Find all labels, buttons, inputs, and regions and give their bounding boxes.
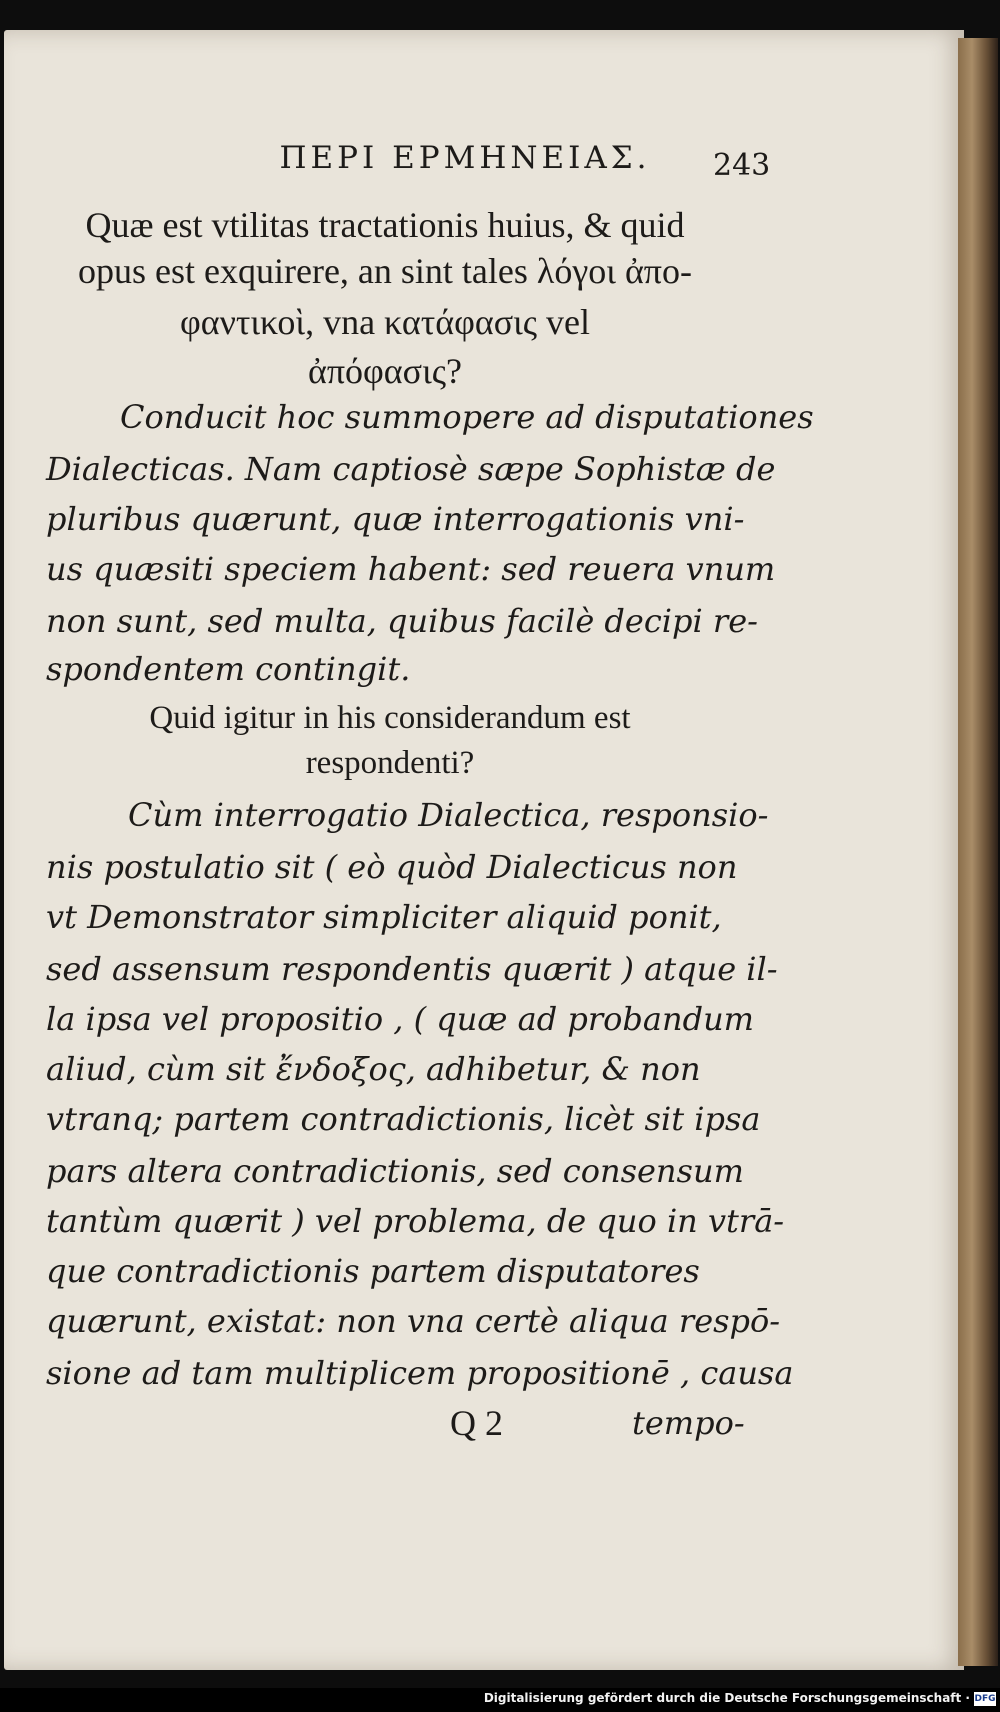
answer-line: us quæsiti speciem habent: sed reuera vnum [46, 550, 776, 588]
question-line: Quæ est vtilitas tractationis huius, & quid [85, 205, 685, 245]
answer-line: non sunt, sed multa, quibus facilè decipi re- [46, 602, 758, 640]
question-line: ἀπόφασις? [307, 351, 462, 391]
answer-line: Cùm interrogatio Dialectica, responsio- [128, 796, 769, 834]
catchword: tempo- [632, 1404, 745, 1442]
answer-line: que contradictionis partem disputatores [46, 1252, 700, 1290]
dfg-logo-icon: DFG [974, 1694, 996, 1704]
answer-line: sed assensum respondentis quærit ) atque il- [46, 950, 778, 988]
answer-line: pars altera contradictionis, sed consensum [46, 1152, 744, 1190]
answer-line: la ipsa vel propositio , ( quæ ad probandum [46, 1000, 755, 1038]
page-number: 243 [713, 148, 771, 183]
answer-line: tantùm quærit ) vel problema, de quo in vtrā- [46, 1202, 785, 1240]
answer-line: Conducit hoc summopere ad disputationes [120, 398, 814, 436]
question-line: opus est exquirere, an sint tales λόγοι ἀπο- [78, 251, 692, 291]
answer-line: Dialecticas. Nam captiosè sæpe Sophistæ de [46, 450, 776, 488]
book-fore-edge [958, 38, 998, 1666]
answer-line: spondentem contingit. [46, 650, 411, 688]
answer-line: sione ad tam multiplicem propositionē , causa [46, 1354, 794, 1392]
answer-line: vt Demonstrator simpliciter aliquid ponit, [46, 898, 722, 936]
question-line: respondenti? [305, 745, 475, 781]
signature-mark: Q 2 [450, 1403, 503, 1443]
answer-line: pluribus quærunt, quæ interrogationis vni- [46, 500, 745, 538]
question-line: φαντικοὶ, vna κατάφασις vel [179, 302, 591, 342]
running-head: ΠΕΡΙ ΕΡΜΗΝΕΙΑΣ. [279, 140, 651, 176]
answer-line: vtranq; partem contradictionis, licèt sit ipsa [46, 1100, 761, 1138]
answer-line: aliud, cùm sit ἔνδοξος, adhibetur, & non [46, 1050, 701, 1088]
answer-line: quærunt, existat: non vna certè aliqua respō- [46, 1302, 781, 1340]
question-line: Quid igitur in his considerandum est [149, 700, 631, 736]
answer-line: nis postulatio sit ( eò quòd Dialecticus non [46, 848, 738, 886]
dfg-credit: Digitalisierung gefördert durch die Deutsche Forschungsgemeinschaft · [483, 1691, 970, 1705]
